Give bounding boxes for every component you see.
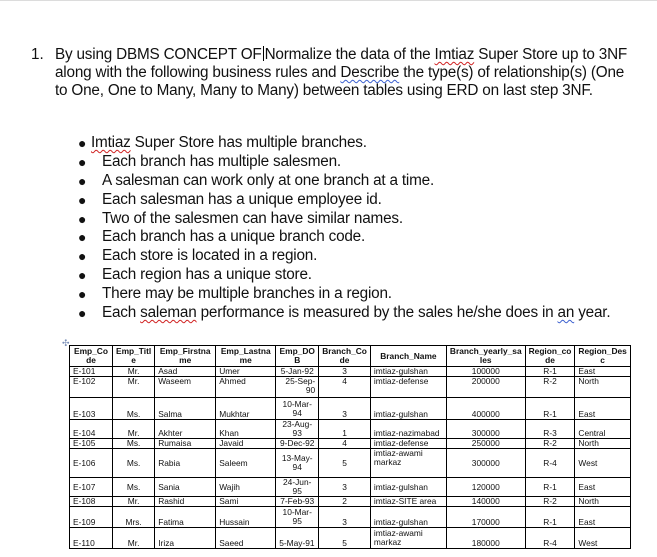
table-cell: E-107 [70, 478, 113, 497]
table-row [70, 478, 631, 497]
text-cursor [263, 46, 264, 61]
table-row [70, 377, 631, 398]
table-cell: Hussain [216, 507, 276, 528]
table-cell: Mr. [113, 367, 155, 377]
column-header: Branch_yearly_sa les [446, 346, 525, 367]
table-cell: 3 [319, 367, 371, 377]
table-row [70, 497, 631, 507]
table-cell: North [575, 377, 630, 398]
table-cell: 10-Mar-94 [276, 398, 319, 420]
table-cell: Saeed [216, 528, 276, 549]
table-cell: Asad [155, 367, 216, 377]
rule-flag-word[interactable]: saleman [140, 304, 197, 322]
table-cell: East [575, 507, 630, 528]
table-cell: E-110 [70, 528, 113, 549]
table-cell: 2 [319, 497, 371, 507]
column-header: Emp_DO B [276, 346, 319, 367]
bullet-icon: ● [78, 191, 87, 208]
table-cell: imtiaz-defense [370, 439, 446, 449]
table-cell: Akhter [155, 420, 216, 439]
table-row [70, 507, 631, 528]
table-cell: 140000 [446, 497, 525, 507]
table-cell: 120000 [446, 478, 525, 497]
table-cell: 25-Sep-90 [276, 377, 319, 398]
rule-flag-word[interactable]: an [557, 304, 575, 322]
table-row [70, 367, 631, 377]
table-cell: West [575, 449, 630, 478]
table-cell: R-1 [525, 478, 575, 497]
table-cell: imtiaz-gulshan [370, 478, 446, 497]
table-cell: North [575, 497, 630, 507]
table-cell: imtiaz-gulshan [370, 398, 446, 420]
table-cell: Mr. [113, 497, 155, 507]
bullet-icon: ● [78, 267, 87, 284]
table-cell: 1 [319, 420, 371, 439]
table-cell: Khan [216, 420, 276, 439]
table-cell: imtiaz-awami markaz [370, 528, 446, 549]
table-cell: Sania [155, 478, 216, 497]
table-cell: 5-May-91 [276, 528, 319, 549]
table-cell: R-2 [525, 439, 575, 449]
table-cell: Ms. [113, 478, 155, 497]
question-number: 1. [31, 46, 44, 63]
table-cell: 400000 [446, 398, 525, 420]
table-cell: Mr. [113, 528, 155, 549]
table-cell: R-2 [525, 377, 575, 398]
bullet-icon: ● [78, 153, 87, 170]
table-cell: 250000 [446, 439, 525, 449]
table-cell: imtiaz-SITE area [370, 497, 446, 507]
table-cell: R-1 [525, 398, 575, 420]
rule-item: ● Each store is located in a region. [78, 247, 318, 265]
rule-flag-word[interactable]: Imtiaz [91, 134, 131, 151]
table-cell: R-3 [525, 420, 575, 439]
table-cell: 24-Jun-95 [276, 478, 319, 497]
table-cell: E-108 [70, 497, 113, 507]
table-cell: 5-Jan-92 [276, 367, 319, 377]
table-cell: Ms. [113, 439, 155, 449]
table-row [70, 398, 631, 420]
question-text[interactable] [55, 46, 635, 100]
table-cell: Fatima [155, 507, 216, 528]
table-cell: North [575, 439, 630, 449]
table-cell: Central [575, 420, 630, 439]
column-header: Emp_Firstna me [155, 346, 216, 367]
table-row [70, 439, 631, 449]
table-cell: Iriza [155, 528, 216, 549]
table-row [70, 420, 631, 439]
table-cell: 23-Aug-93 [276, 420, 319, 439]
table-cell: 3 [319, 507, 371, 528]
table-cell: 200000 [446, 377, 525, 398]
table-cell: Salma [155, 398, 216, 420]
table-cell: R-1 [525, 367, 575, 377]
table-cell: 4 [319, 439, 371, 449]
table-cell: Mrs. [113, 507, 155, 528]
rule-item: ● A salesman can work only at one branch at a time. [78, 171, 435, 189]
table-cell: East [575, 398, 630, 420]
table-cell: Ahmed [216, 377, 276, 398]
bullet-icon: ● [78, 210, 87, 227]
table-cell: Sami [216, 497, 276, 507]
bullet-icon: ● [78, 305, 87, 322]
column-header: Region_Des c [575, 346, 630, 367]
table-row [70, 449, 631, 478]
table-cell: imtiaz-gulshan [370, 367, 446, 377]
table-cell: 100000 [446, 367, 525, 377]
rule-item: ● Imtiaz Super Store has multiple branches. [78, 134, 367, 151]
table-cell: Ms. [113, 449, 155, 478]
question-text-part-4: the type(s) of relationship(s) (One to One, One to Many, Many to Many) between tables using ERD on last step 3NF. [55, 64, 625, 99]
question-text-part-3: Super Store up to 3NF along with the following business rules and [55, 46, 628, 81]
table-cell: East [575, 478, 630, 497]
rule-item: ● Each branch has a unique branch code. [78, 228, 366, 246]
table-cell: Saleem [216, 449, 276, 478]
rule-item: ● Each saleman performance is measured by the sales he/she does in an year. [78, 304, 611, 322]
table-cell: R-1 [525, 507, 575, 528]
store-name-word[interactable]: Imtiaz [434, 46, 475, 63]
table-cell: 7-Feb-93 [276, 497, 319, 507]
table-cell: imtiaz-gulshan [370, 507, 446, 528]
table-cell: E-101 [70, 367, 113, 377]
table-cell: Mr. [113, 420, 155, 439]
table-cell: E-109 [70, 507, 113, 528]
table-move-handle-icon[interactable]: ✣ [62, 338, 70, 348]
table-cell: 5 [319, 528, 371, 549]
table-cell: R-2 [525, 497, 575, 507]
table-cell: Wajih [216, 478, 276, 497]
table-cell: imtiaz-nazimabad [370, 420, 446, 439]
rule-item: ● Each region has a unique store. [78, 266, 312, 284]
bullet-icon: ● [78, 248, 87, 265]
column-header: Emp_Co de [70, 346, 113, 367]
bullet-icon: ● [78, 286, 87, 303]
rule-item: ● Each salesman has a unique employee id. [78, 190, 382, 208]
table-cell: imtiaz-awami markaz [370, 449, 446, 478]
rule-item: ● There may be multiple branches in a region. [78, 285, 392, 303]
table-cell: Rumaisa [155, 439, 216, 449]
table-cell: Rabia [155, 449, 216, 478]
table-cell: R-4 [525, 449, 575, 478]
table-cell: Rashid [155, 497, 216, 507]
table-cell: E-105 [70, 439, 113, 449]
business-rules-list [78, 134, 610, 323]
table-cell: E-106 [70, 449, 113, 478]
column-header: Region_co de [525, 346, 575, 367]
describe-word[interactable]: Describe [340, 64, 400, 81]
column-header: Emp_Titl e [113, 346, 155, 367]
table-cell: 180000 [446, 528, 525, 549]
table-cell: E-104 [70, 420, 113, 439]
table-cell: E-103 [70, 398, 113, 420]
employee-data-table [69, 345, 631, 549]
table-header-row [70, 346, 631, 367]
bullet-icon: ● [78, 135, 87, 151]
column-header: Branch_Co de [319, 346, 371, 367]
question-text-part-2: Normalize the data of the [264, 46, 435, 63]
top-border-line [0, 0, 657, 1]
table-cell: 3 [319, 478, 371, 497]
table-cell: Ms. [113, 398, 155, 420]
table-cell: 300000 [446, 449, 525, 478]
rule-item: ● Each branch has multiple salesmen. [78, 152, 341, 170]
table-row [70, 528, 631, 549]
table-cell: 170000 [446, 507, 525, 528]
table-cell: 4 [319, 377, 371, 398]
column-header: Branch_Name [370, 346, 446, 367]
table-cell: 9-Dec-92 [276, 439, 319, 449]
table-cell: E-102 [70, 377, 113, 398]
table-cell: imtiaz-defense [370, 377, 446, 398]
table-cell: 10-Mar-95 [276, 507, 319, 528]
table-cell: West [575, 528, 630, 549]
table-cell: R-4 [525, 528, 575, 549]
table-cell: 5 [319, 449, 371, 478]
table-cell: Waseem [155, 377, 216, 398]
table-cell: East [575, 367, 630, 377]
table-cell: Mr. [113, 377, 155, 398]
table-cell: 13-May-94 [276, 449, 319, 478]
table-cell: Umer [216, 367, 276, 377]
table-cell: Javaid [216, 439, 276, 449]
table-cell: 300000 [446, 420, 525, 439]
bullet-icon: ● [78, 229, 87, 246]
column-header: Emp_Lastna me [216, 346, 276, 367]
table-cell: Mukhtar [216, 398, 276, 420]
bullet-icon: ● [78, 172, 87, 189]
rule-item: ● Two of the salesmen can have similar names. [78, 209, 403, 227]
question-text-part-1: By using DBMS CONCEPT OF [55, 46, 262, 63]
table-cell: 3 [319, 398, 371, 420]
